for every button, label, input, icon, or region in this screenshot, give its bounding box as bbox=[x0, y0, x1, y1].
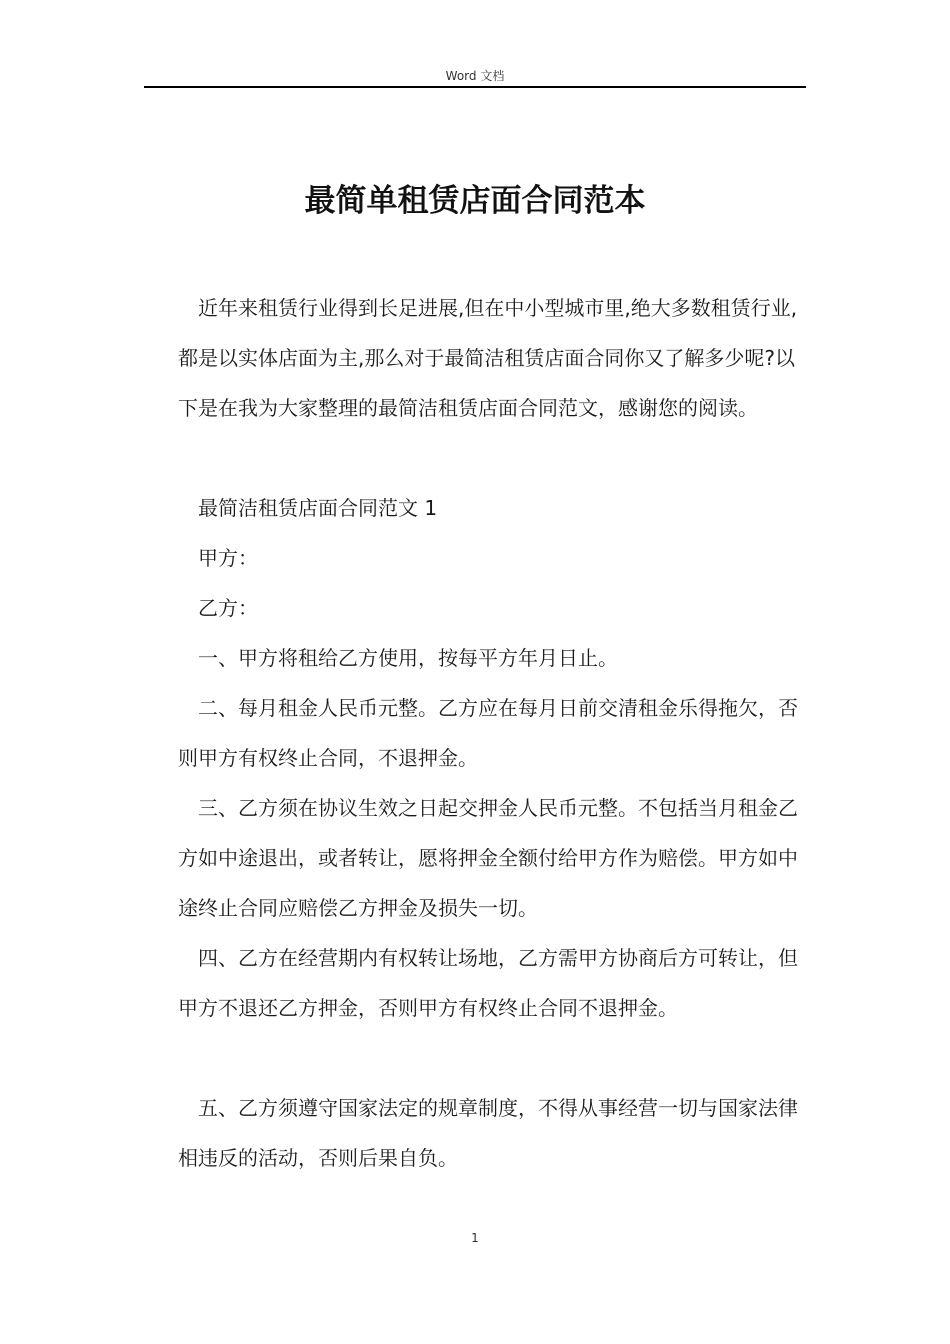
party-b-line: 乙方： bbox=[198, 596, 258, 620]
page-number: 1 bbox=[471, 1231, 479, 1245]
clause-5: 五、乙方须遵守国家法定的规章制度，不得从事经营一切与国家法律相违反的活动，否则后果自负。 bbox=[178, 1096, 798, 1170]
section-heading: 最简洁租赁店面合同范文 1 bbox=[198, 496, 438, 520]
clause-4: 四、乙方在经营期内有权转让场地，乙方需甲方协商后方可转让，但甲方不退还乙方押金，否则甲方有权终止合同不退押金。 bbox=[178, 946, 798, 1020]
clause-2: 二、每月租金人民币元整。乙方应在每月日前交清租金乐得拖欠，否则甲方有权终止合同，不退押金。 bbox=[178, 696, 798, 770]
clause-1: 一、甲方将租给乙方使用，按每平方年月日止。 bbox=[198, 646, 618, 670]
intro-paragraph: 近年来租赁行业得到长足进展,但在中小型城市里,绝大多数租赁行业,都是以实体店面为主,那么对于最简洁租赁店面合同你又了解多少呢?以下是在我为大家整理的最简洁租赁店面合同范文，感谢您的阅读。 bbox=[178, 296, 798, 420]
document-title: 最简单租赁店面合同范本 bbox=[304, 182, 646, 219]
page-header-label: Word 文档 bbox=[445, 69, 505, 83]
header-rule bbox=[144, 86, 806, 88]
party-a-line: 甲方： bbox=[198, 546, 258, 570]
clause-3: 三、乙方须在协议生效之日起交押金人民币元整。不包括当月租金乙方如中途退出，或者转让，愿将押金全额付给甲方作为赔偿。甲方如中途终止合同应赔偿乙方押金及损失一切。 bbox=[178, 796, 798, 920]
